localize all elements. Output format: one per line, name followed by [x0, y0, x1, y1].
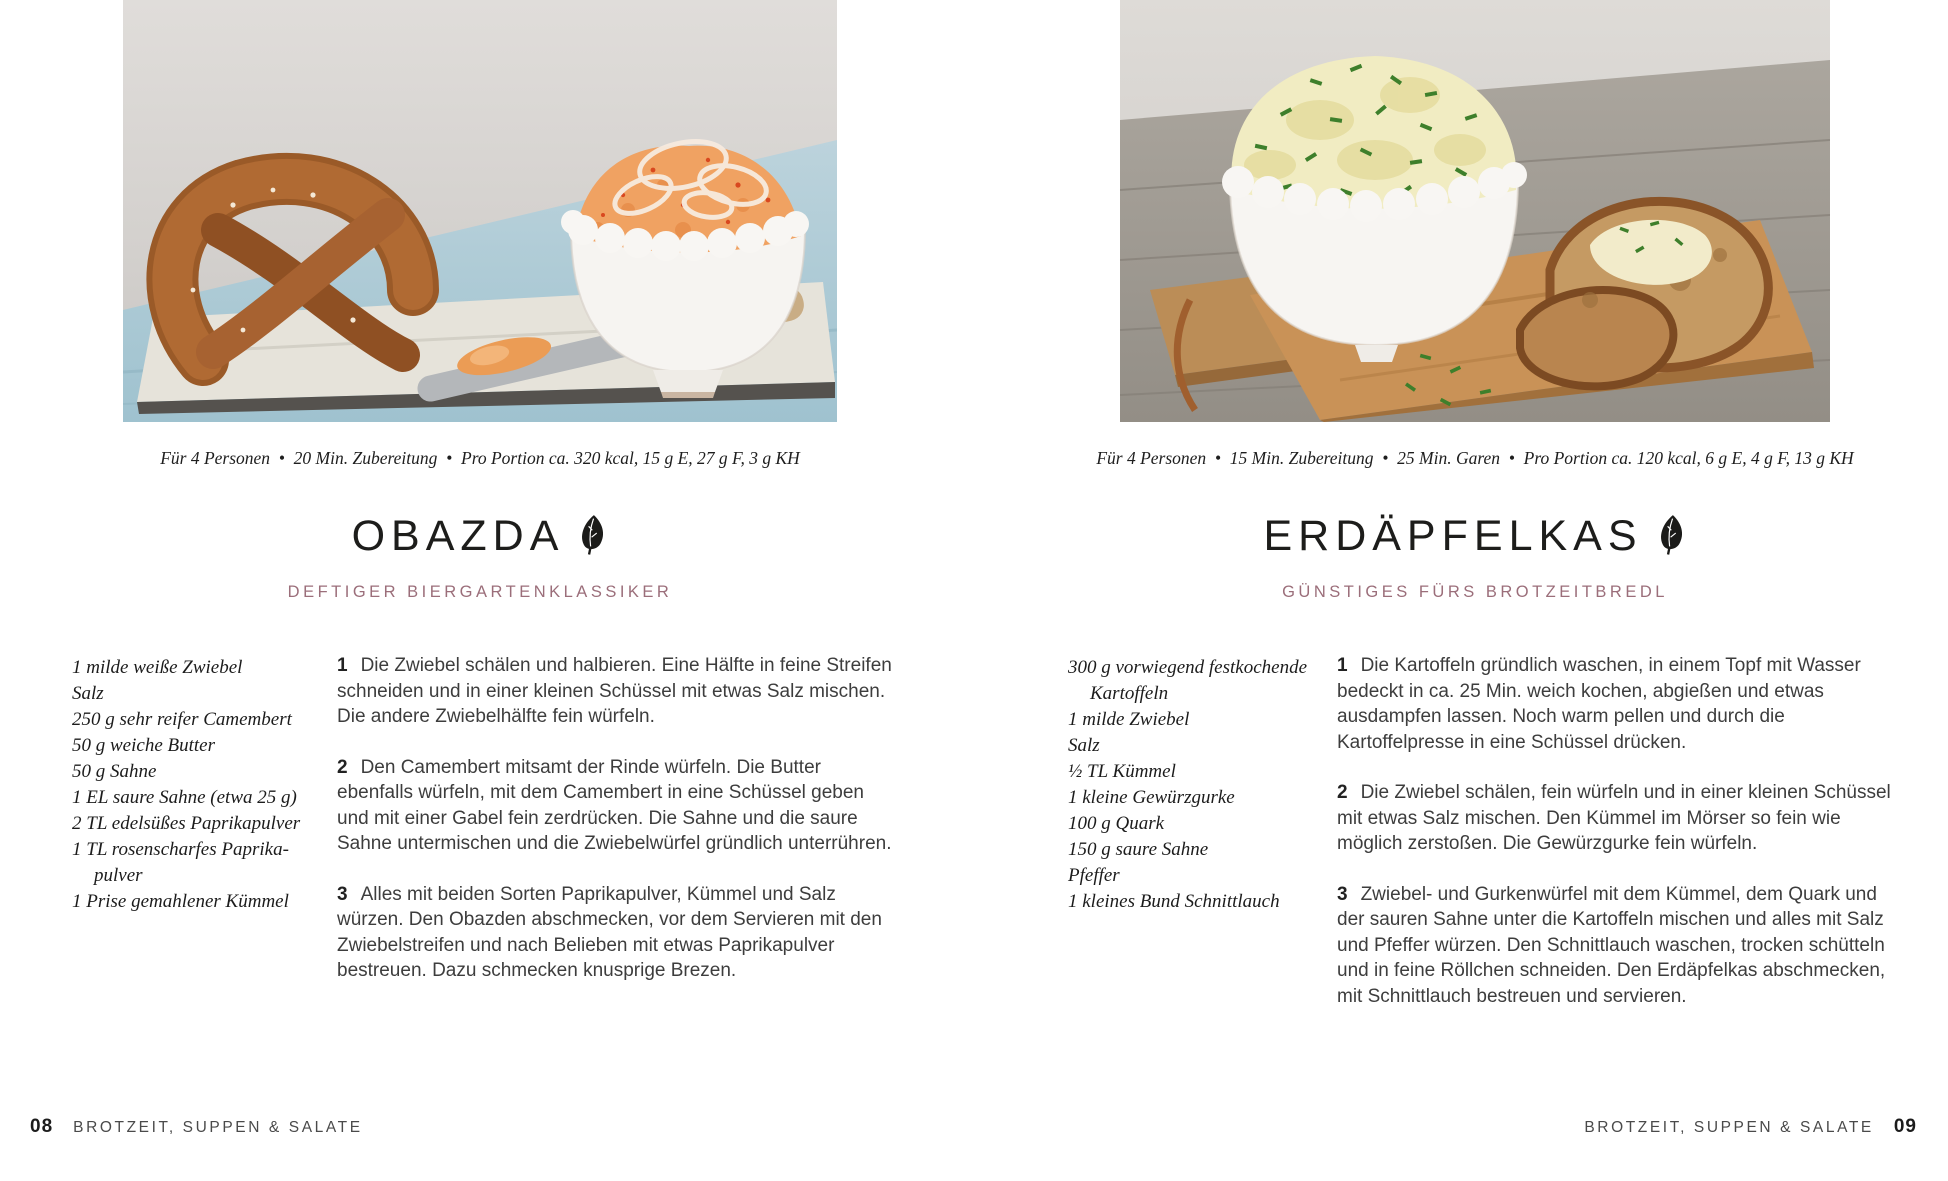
page-number-right: 09: [1893, 1116, 1917, 1137]
instructions-obazda: [337, 653, 892, 1009]
ingredient-line: 1 kleine Gewürzgurke: [1068, 787, 1235, 808]
ingredient-line: 50 g Sahne: [72, 761, 157, 782]
instructions-erdaepfelkas: [1337, 653, 1895, 1034]
obazda-photo-illustration: [123, 0, 837, 422]
step-number: 3: [1337, 883, 1348, 905]
recipe-subtitle-obazda: DEFTIGER BIERGARTENKLASSIKER: [287, 583, 673, 601]
footer-left: [30, 1116, 363, 1138]
recipe-photo-erdaepfelkas: [1120, 0, 1830, 422]
recipe-meta-erdaepfelkas: Für 4 Personen • 15 Min. Zubereitung • 25 Min. Garen • Pro Portion ca. 120 kcal, 6 g E, 4 g F, 13 g KH: [1096, 448, 1854, 468]
recipe-step: [337, 755, 892, 857]
step-text: Alles mit beiden Sorten Paprikapulver, Kümmel und Salz würzen. Den Obazden abschmecken, vor dem Servieren mit den Zwiebelstreifen und nach Belieben mit etwas Paprikapulver bestreuen. Dazu schmecken knusprige Brezen.: [337, 883, 882, 981]
step-text: Den Camembert mitsamt der Rinde würfeln. Die Butter ebenfalls würfeln, mit dem Camembert in eine Schüssel geben und mit einer Gabel fein zerdrücken. Die Sahne und die saure Sahne untermischen und die Zwiebelwürfel gründlich unterrühren.: [337, 756, 892, 854]
page-title-erdaepfelkas: ERDÄPFELKAS: [1263, 512, 1643, 560]
section-name-right: BROTZEIT, SUPPEN & SALATE: [1584, 1119, 1874, 1136]
step-number: 2: [1337, 782, 1348, 803]
ingredient-line: 1 TL rosenscharfes Paprika-: [72, 839, 289, 860]
recipe-step: [337, 653, 892, 730]
recipe-photo-obazda: [123, 0, 837, 422]
ingredient-line: 300 g vorwiegend festkochende: [1068, 657, 1308, 678]
footer-right: [1584, 1116, 1917, 1138]
step-text: Die Zwiebel schälen und halbieren. Eine Hälfte in feine Streifen schneiden und in einer kleinen Schüssel mit etwas Salz mischen. Die andere Zwiebelhälfte fein würfeln.: [337, 655, 892, 727]
ingredient-line: Salz: [72, 683, 104, 704]
ingredient-line: 50 g weiche Butter: [72, 735, 215, 756]
leaf-icon: [1654, 512, 1688, 557]
step-text: Die Zwiebel schälen, fein würfeln und in einer kleinen Schüssel mit etwas Salz mischen. Den Kümmel im Mörser so fein wie möglich zerstoßen. Die Gewürzgurke fein würfeln.: [1337, 782, 1891, 854]
step-text: Die Kartoffeln gründlich waschen, in einem Topf mit Wasser bedeckt in ca. 25 Min. weich kochen, abgießen und etwas ausdampfen lassen. Noch warm pellen und durch die Kartoffelpresse in eine Schüssel drücken.: [1337, 655, 1861, 753]
ingredient-line: 250 g sehr reifer Camembert: [72, 709, 292, 730]
ingredient-line: ½ TL Kümmel: [1068, 761, 1176, 782]
erdaepfelkas-photo-illustration: [1120, 0, 1830, 422]
step-number: 1: [1337, 655, 1348, 676]
step-number: 3: [337, 883, 348, 905]
ingredient-line: 150 g saure Sahne: [1068, 839, 1209, 860]
ingredient-line: 1 kleines Bund Schnittlauch: [1068, 891, 1280, 912]
page-number-left: 08: [30, 1116, 54, 1137]
recipe-step: [1337, 780, 1895, 857]
ingredient-line: 1 milde weiße Zwiebel: [72, 657, 243, 678]
recipe-title-row-erdaepfelkas: [1118, 512, 1832, 561]
recipe-step: [1337, 653, 1895, 755]
page-title-obazda: OBAZDA: [351, 512, 565, 560]
ingredient-list-obazda: [72, 655, 340, 915]
ingredient-line: pulver: [94, 865, 143, 886]
recipe-step: [337, 882, 892, 984]
leaf-icon: [576, 512, 610, 557]
recipe-subtitle-erdaepfelkas: GÜNSTIGES FÜRS BROTZEITBREDL: [1282, 583, 1668, 601]
step-number: 1: [337, 655, 348, 676]
section-name-left: BROTZEIT, SUPPEN & SALATE: [73, 1119, 363, 1136]
recipe-title-row-obazda: [123, 512, 837, 561]
step-number: 2: [337, 756, 348, 778]
ingredient-line: Kartoffeln: [1090, 683, 1169, 704]
ingredient-list-erdaepfelkas: [1068, 655, 1344, 915]
ingredient-line: 1 EL saure Sahne (etwa 25 g): [72, 787, 297, 808]
ingredient-line: 100 g Quark: [1068, 813, 1165, 834]
ingredient-line: 2 TL edelsüßes Paprikapulver: [72, 813, 301, 834]
step-text: Zwiebel- und Gurkenwürfel mit dem Kümmel, dem Quark und der sauren Sahne unter die Kartoffeln mischen und alles mit Salz und Pfeffer würzen. Den Schnittlauch waschen, trocken schütteln und in feine Röllchen schneiden. Den Erdäpfelkas abschmecken, mit Schnittlauch bestreuen und servieren.: [1337, 883, 1886, 1007]
recipe-step: [1337, 882, 1895, 1010]
ingredient-line: 1 milde Zwiebel: [1068, 709, 1190, 730]
recipe-meta-obazda: Für 4 Personen • 20 Min. Zubereitung • Pro Portion ca. 320 kcal, 15 g E, 27 g F, 3 g KH: [160, 448, 800, 468]
ingredient-line: Salz: [1068, 735, 1100, 756]
ingredient-line: Pfeffer: [1068, 865, 1120, 886]
ingredient-line: 1 Prise gemahlener Kümmel: [72, 891, 289, 912]
